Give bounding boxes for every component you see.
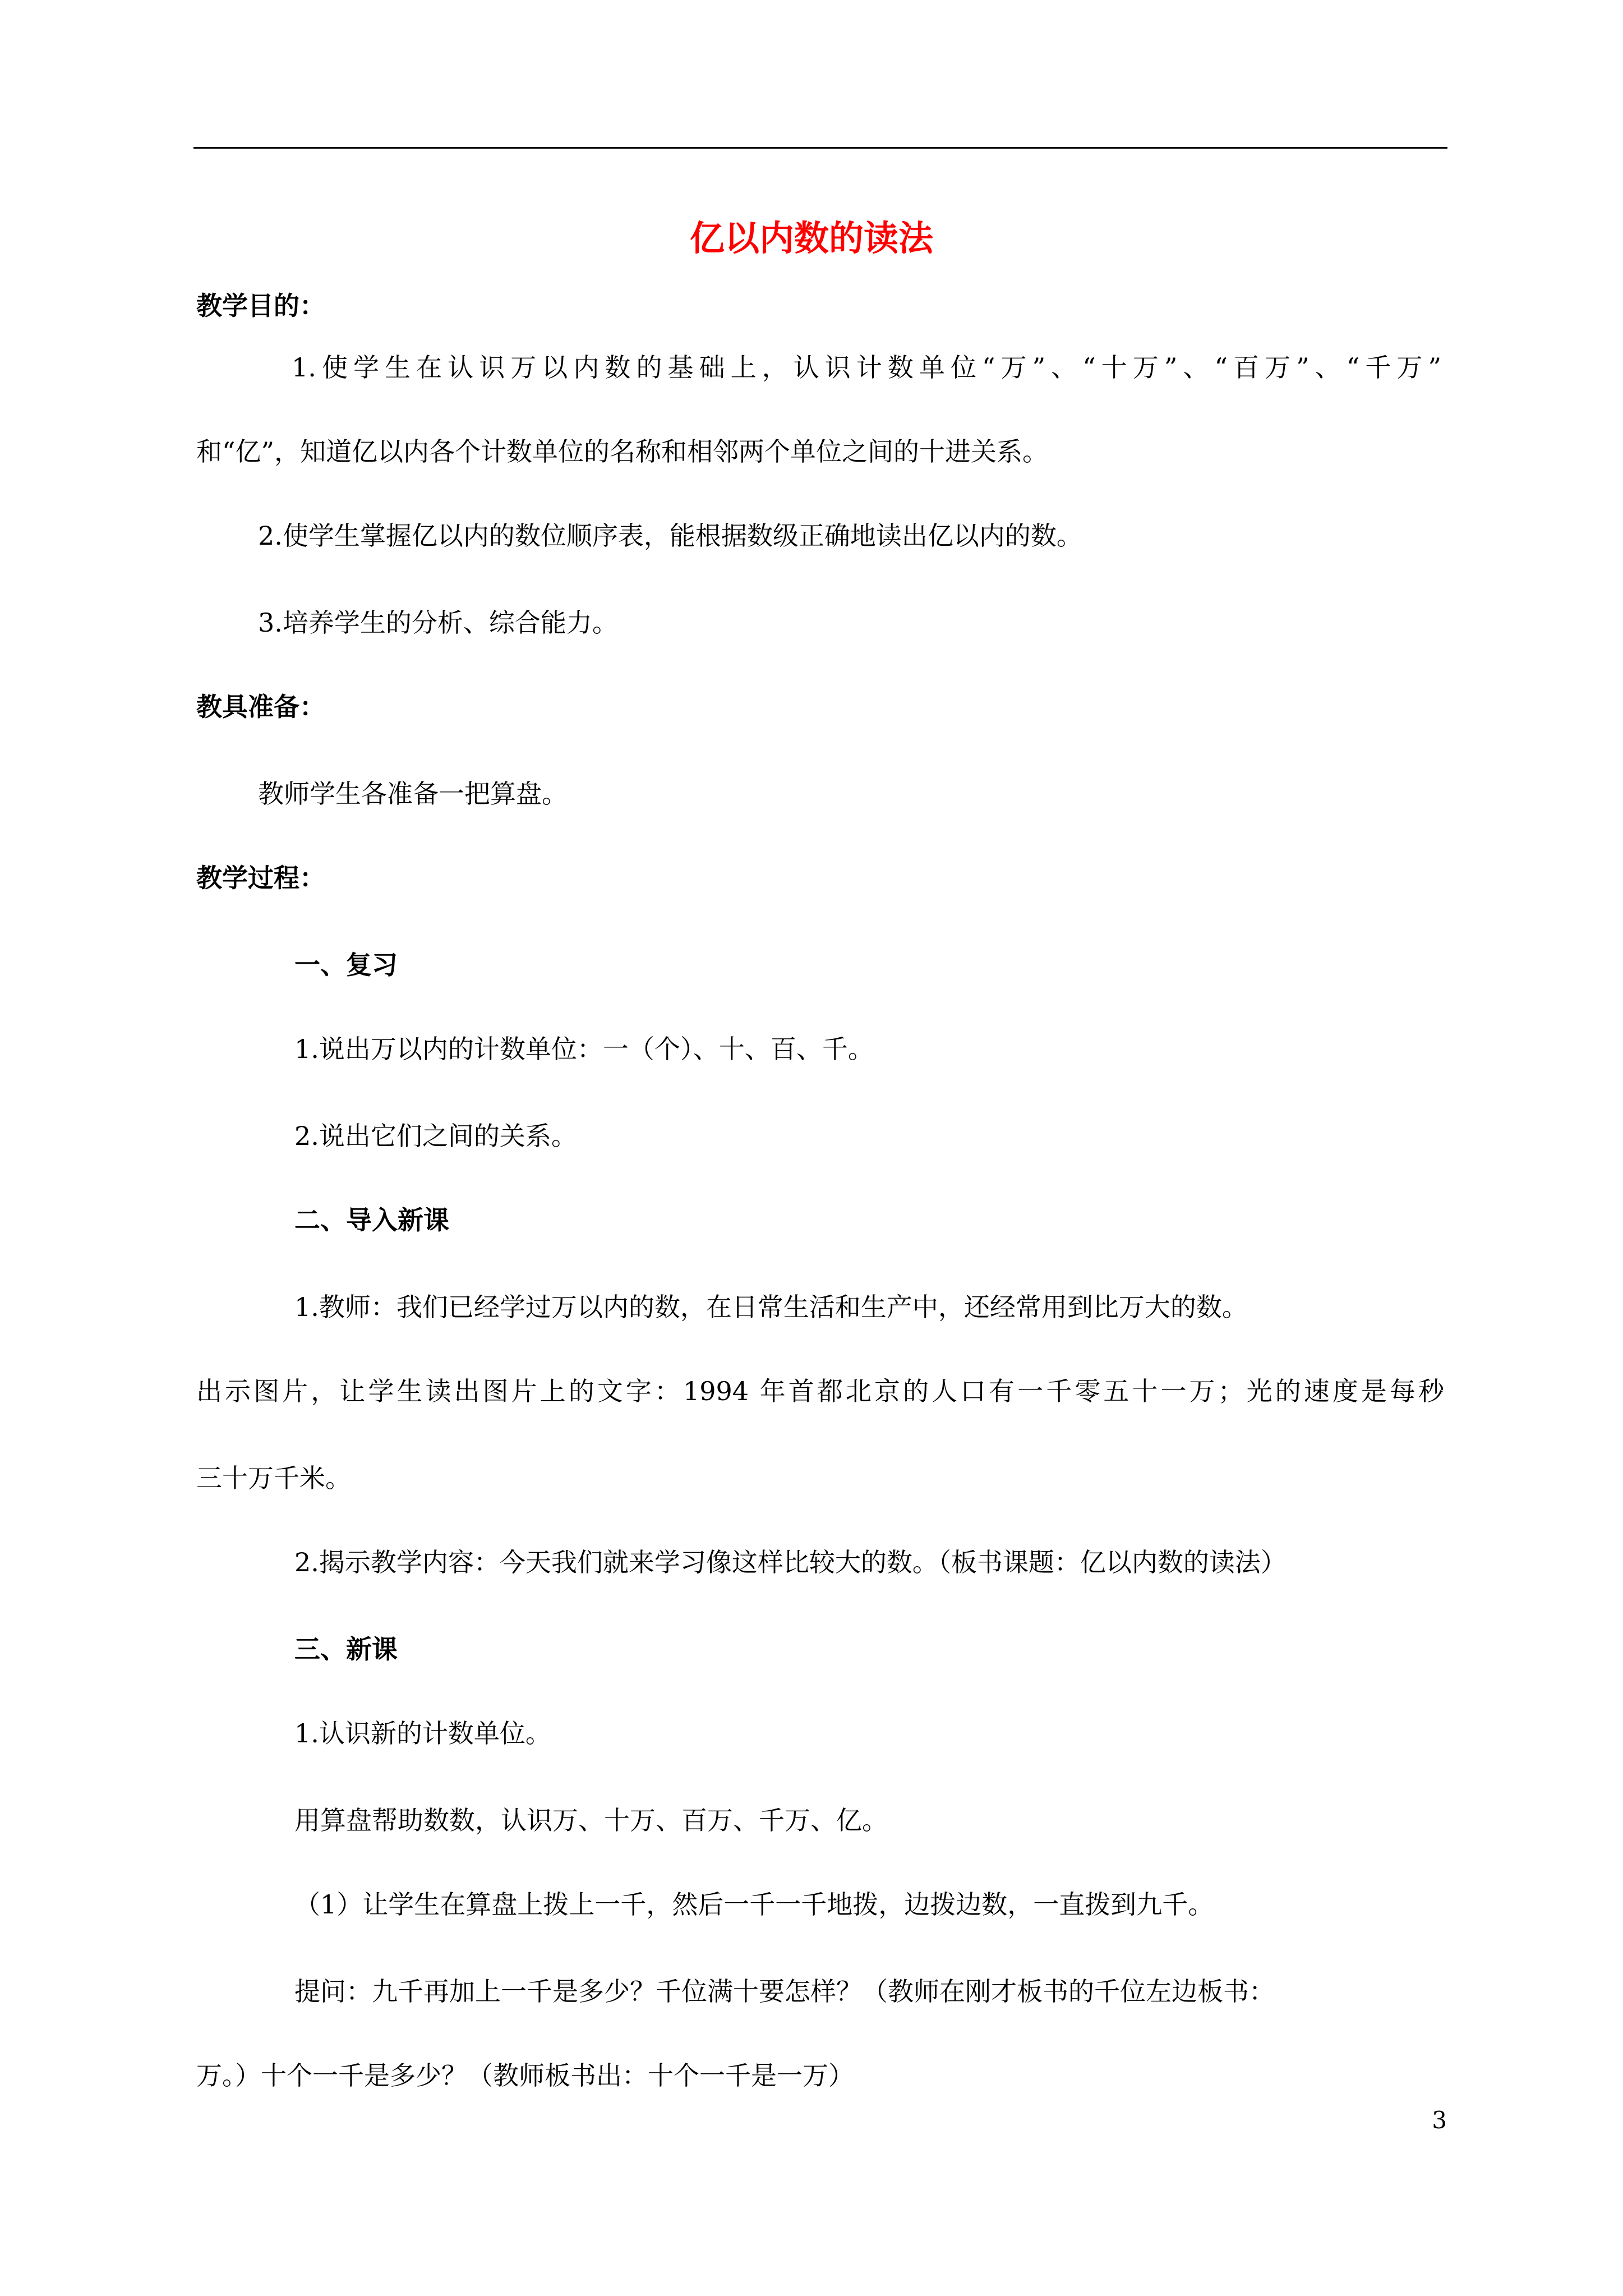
goals-item-1-line-1: 1.使学生在认识万以内数的基础上，认识计数单位“万”、“十万”、“百万”、“千万” [292,352,1441,383]
newlesson-step-1: （1）让学生在算盘上拨上一千，然后一千一千地拨，边拨边数，一直拨到九千。 [294,1889,1214,1920]
materials-text: 教师学生各准备一把算盘。 [258,779,568,809]
goals-item-1-line-2: 和“亿”，知道亿以内各个计数单位的名称和相邻两个单位之间的十进关系。 [196,436,1049,467]
process-heading: 教学过程： [196,863,325,893]
goals-item-3: 3.培养学生的分析、综合能力。 [258,608,618,638]
newlesson-abacus: 用算盘帮助数数，认识万、十万、百万、千万、亿。 [294,1805,888,1835]
intro-item-1-line-1: 1.教师：我们已经学过万以内的数，在日常生活和生产中，还经常用到比万大的数。 [294,1292,1248,1322]
intro-item-2: 2.揭示教学内容：今天我们就来学习像这样比较大的数。（板书课题：亿以内数的读法） [294,1547,1287,1577]
intro-item-1-line-2: 出示图片，让学生读出图片上的文字：1994 年首都北京的人口有一千零五十一万；光的速度是每秒 [196,1376,1444,1406]
newlesson-heading: 三、新课 [294,1634,398,1664]
header-rule [193,147,1447,149]
review-heading: 一、复习 [294,950,398,980]
intro-item-1-line-3: 三十万千米。 [196,1463,351,1493]
newlesson-item-1: 1.认识新的计数单位。 [294,1718,551,1749]
newlesson-question-line-2: 万。）十个一千是多少？（教师板书出：十个一千是一万） [196,2060,854,2091]
intro-heading: 二、导入新课 [294,1205,449,1235]
page-number: 3 [1432,2106,1447,2134]
page-title: 亿以内数的读法 [689,218,933,259]
review-item-1: 1.说出万以内的计数单位：一（个）、十、百、千。 [294,1034,874,1064]
goals-heading: 教学目的： [196,291,325,321]
goals-item-2: 2.使学生掌握亿以内的数位顺序表，能根据数级正确地读出亿以内的数。 [258,521,1082,551]
newlesson-question-line-1: 提问：九千再加上一千是多少？千位满十要怎样？（教师在刚才板书的千位左边板书： [294,1976,1275,2007]
materials-heading: 教具准备： [196,692,325,722]
review-item-2: 2.说出它们之间的关系。 [294,1121,577,1151]
